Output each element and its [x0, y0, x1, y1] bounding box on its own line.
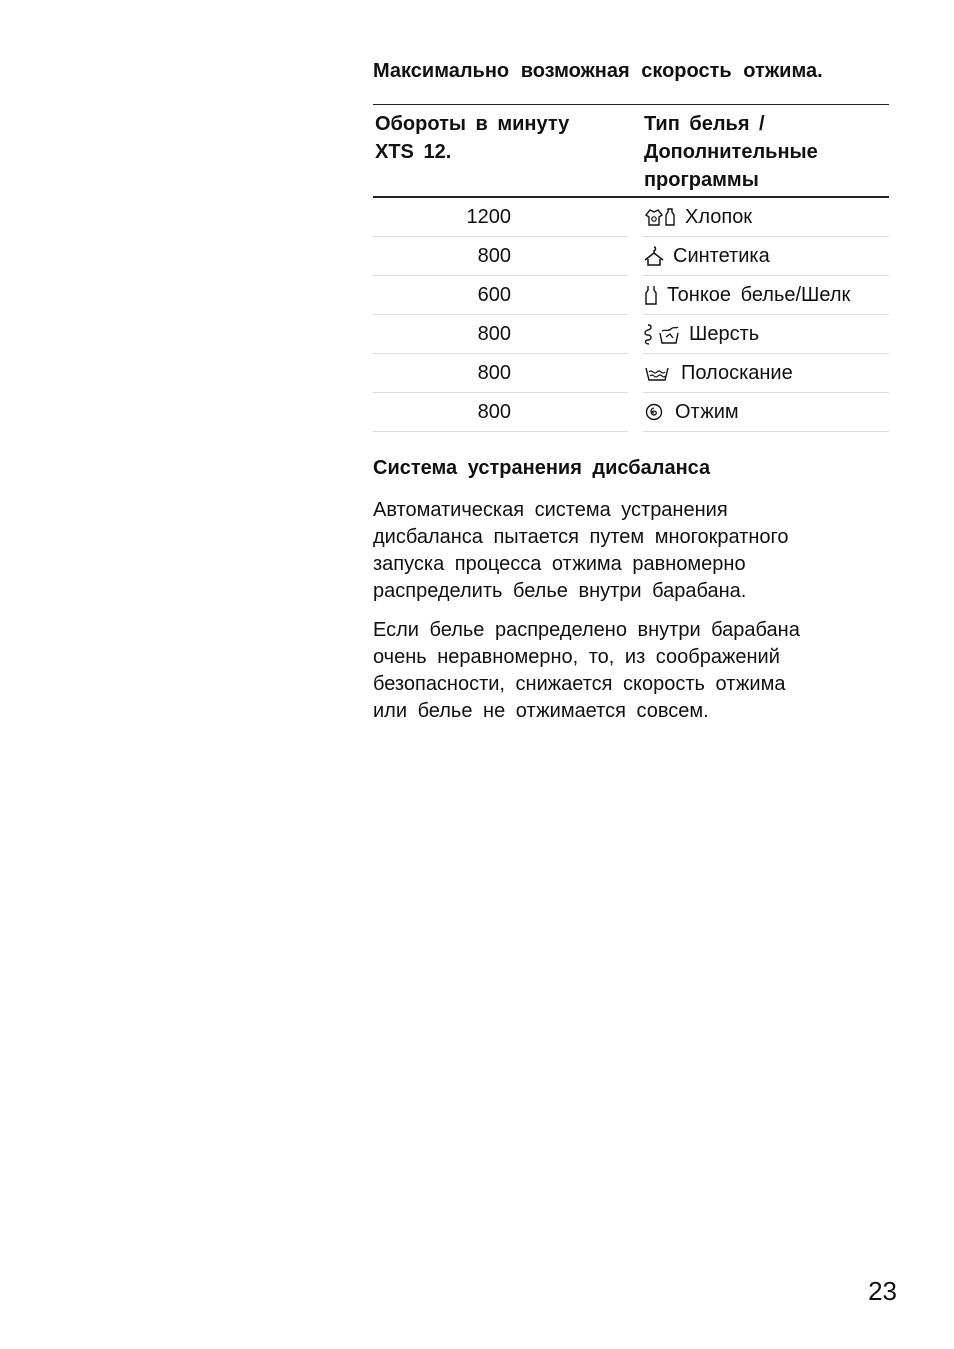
type-label: Шерсть: [689, 322, 760, 345]
synthetics-icon: [643, 245, 665, 267]
table-row: [373, 237, 889, 276]
type-label: Отжим: [675, 400, 739, 423]
type-label: Хлопок: [685, 205, 753, 228]
paragraph-1: Автоматическая система устранения дисбаланса пытается путем многократного запуска процесса отжима равномерно распределить белье внутри барабана.: [373, 499, 789, 602]
type-cell: [643, 354, 889, 393]
rpm-cell: 800: [373, 237, 628, 276]
table-row: [373, 276, 889, 315]
type-cell: [643, 276, 889, 315]
cotton-icon: [643, 207, 677, 227]
header-type: Тип белья / Дополнительные программы: [643, 113, 818, 191]
type-cell: [643, 315, 889, 354]
rpm-cell: 800: [373, 354, 628, 393]
page-number: 23: [868, 1276, 897, 1306]
rinse-icon: [645, 365, 669, 381]
wool-icon: [643, 323, 681, 345]
header-rpm: Обороты в минуту XTS 12.: [375, 113, 570, 163]
type-label: Полоскание: [681, 361, 793, 384]
rpm-cell: 1200: [373, 198, 628, 237]
table-header: [373, 105, 889, 198]
type-cell: [643, 237, 889, 276]
rpm-cell: 800: [373, 393, 628, 432]
table-title: Максимально возможная скорость отжима.: [373, 60, 823, 82]
rpm-cell: 600: [373, 276, 628, 315]
delicates-icon: [643, 284, 659, 306]
spin-speed-table: [373, 104, 889, 432]
table-row: [373, 354, 889, 393]
type-label: Тонкое белье/Шелк: [667, 283, 851, 306]
type-cell: [643, 198, 889, 237]
paragraph-2: Если белье распределено внутри барабана очень неравномерно, то, из соображений безопасности, снижается скорость отжима или белье не отжимается совсем.: [373, 619, 800, 722]
rpm-cell: 800: [373, 315, 628, 354]
type-label: Синтетика: [673, 244, 770, 267]
type-cell: [643, 393, 889, 432]
section-heading: Система устранения дисбаланса: [373, 457, 711, 479]
spin-icon: [645, 403, 663, 421]
table-row: [373, 315, 889, 354]
table-row: [373, 393, 889, 432]
table-row: [373, 198, 889, 237]
